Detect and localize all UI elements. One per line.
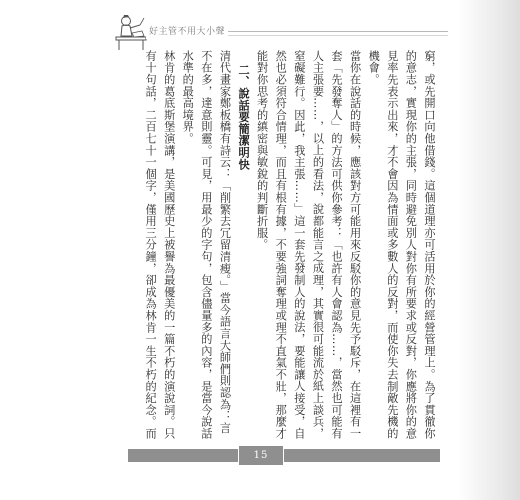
page-number: 15 [238,445,284,466]
paragraph: 窮，或先開口向他借錢。這個道理亦可活用於你的經營管理上。為了貫徹你的意志，實現你的主張，同時避免別人對你有所要求或反對，你應將你的意見率先表示出來，才不會因為情面或多數人的反對，而使你失去制敵先機的機會。 [367,50,436,440]
vertical-text-body [128,50,438,442]
paragraph: 清代畫家鄭板橋有詩云：「削繁去冗留清瘦。」當今語言大師們則認為：言不在多，達意則靈。可見，用最少的字句，包含儘量多的內容，是當今說話水準的最高境界。 [181,50,232,440]
section-heading: 二、說話要簡潔明快 [237,64,251,171]
footer-bar [128,449,440,462]
paragraph: 當你在說話的時候，應該對方可能用來反駁你的意見先予駁斥，在這裡有一套「先發奪人」的方法可供你參考：「也許有人會認為……，當然也可能有人主張要……，以上的看法，說都能言之成理，其實很可能流於紙上談兵，窒礙難行。因此，我主張……」這一套先發制人的說法，要能讓人接受，自然也必須符合情理，而且有根有據，不要強詞奪理或理不直氣不壯，那麼才能對你思考的縝密與敏銳的判斷折服。 [255,50,362,440]
paragraph: 林肯的葛底斯堡演講，是美國歷史上被譽為最優美的一篇不朽的演說詞。只有十句話，二百七十一個字，僅用三分鐘，卻成為林肯一生不朽的紀念。而 [144,50,176,440]
running-header-title: 好主管不用大小聲 [146,25,228,39]
page-number-frame [238,445,284,466]
page-gutter-shadow [458,0,520,500]
